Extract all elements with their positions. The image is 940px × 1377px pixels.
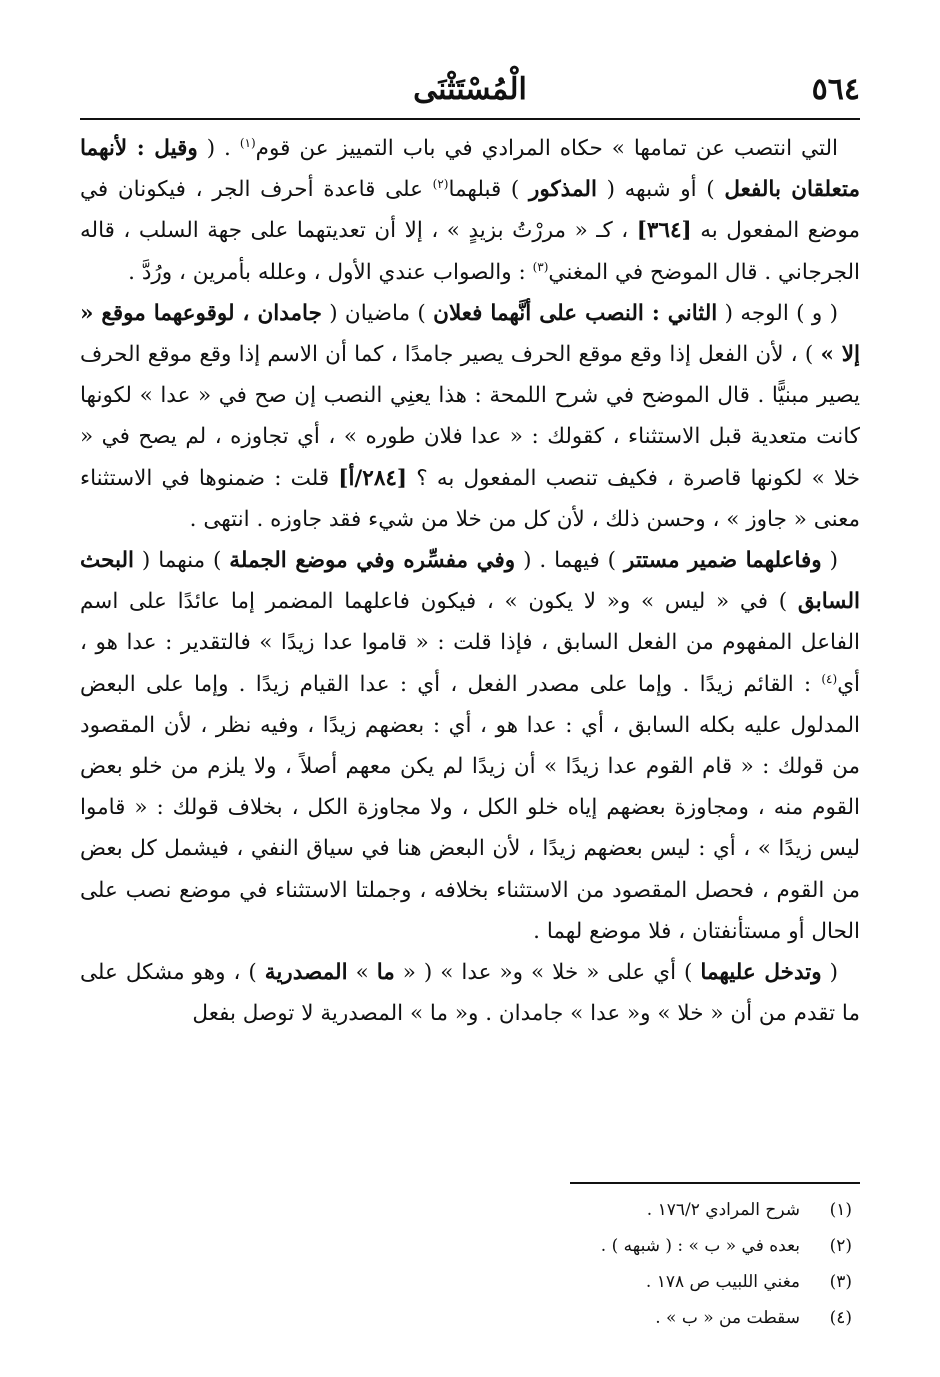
manuscript-ref: [٣٦٤]	[636, 218, 692, 244]
paragraph-2	[80, 293, 860, 540]
footnote-number: (٤)	[829, 1308, 852, 1328]
text-run: ) ، وهو مشكل على ما تقدم من أن « خلا » و« عدا » جامدان . و« ما » المصدرية لا توصل بفعل	[80, 960, 860, 1027]
text-run: قلت : ضمنوها في الاستثناء معنى « جاوز » ، وحسن ذلك ، لأن كل من خلا من شيء فقد جاوزه . انتهى .	[80, 465, 860, 532]
footnote-3	[80, 1264, 860, 1300]
header-rule	[80, 118, 860, 120]
footnote-2	[80, 1228, 860, 1264]
bold-phrase: البحث السابق	[80, 548, 860, 615]
bold-phrase: المذكور	[528, 177, 597, 203]
text-run: ) ، لأن الفعل إذا وقع موقع الحرف يصير جامدًا ، كما أن الاسم إذا وقع موقع الحرف يصير مبنيًّا . قال الموضح في شرح اللمحة : هذا يعنِي النصب إن صح في « عدا » لكونها كانت متعدية قبل الاستثناء ، كقولك : « عدا فلان طوره » ، أي تجاوزه ، لم يصح في « خلا » لكونها قاصرة ، فكيف تنصب المفعول به ؟	[80, 342, 861, 491]
footnote-ref: (٢)	[432, 177, 449, 192]
paragraph-3	[80, 540, 860, 952]
footnote-text: مغني اللبيب ص ١٧٨ .	[645, 1272, 800, 1292]
text-run: ) فيهما . (	[515, 548, 624, 574]
footnote-4	[80, 1300, 860, 1336]
main-text	[80, 128, 860, 1034]
bold-phrase: المصدرية	[264, 960, 348, 986]
bold-phrase: ما	[376, 960, 395, 986]
footnotes	[80, 1192, 860, 1336]
manuscript-ref: [٢٨٤/أ]	[338, 465, 408, 491]
running-title: الْمُسْتَثْنَى	[413, 72, 527, 107]
footnote-1	[80, 1192, 860, 1228]
footnote-text: بعده في « ب » : ( شبهه ) .	[600, 1236, 800, 1256]
text-run: (	[821, 960, 838, 986]
text-run: : والصواب عندي الأول ، وعلله بأمرين ، ورُدَّ .	[128, 259, 533, 285]
text-run: على قاعدة أحرف الجر ، فيكونان في موضع المفعول به	[80, 177, 860, 244]
text-run: . (	[197, 136, 240, 161]
bold-phrase: وتدخل عليهما	[700, 960, 822, 986]
footnote-rule	[570, 1182, 860, 1184]
footnote-number: (٢)	[829, 1236, 852, 1256]
bold-phrase: وقيل : لأنهما متعلقان بالفعل	[80, 136, 860, 203]
footnote-number: (١)	[829, 1200, 852, 1220]
page-number: ٥٦٤	[811, 72, 860, 107]
text-run: ) منهما (	[134, 548, 230, 574]
text-run: ) في « ليس » و« لا يكون » ، فيكون فاعلهما المضمر إما عائدًا على اسم الفاعل المفهوم من الفعل السابق ، فإذا قلت : « قاموا عدا زيدًا » فالتقدير : عدا هو ، أي	[80, 589, 860, 697]
text-run: ) أو شبهه (	[596, 177, 725, 203]
bold-phrase: الثاني : النصب على أنَّهما فعلان	[433, 300, 718, 326]
text-run: ) ماضيان (	[321, 300, 434, 326]
footnote-ref: (٣)	[532, 259, 549, 274]
bold-phrase: وفاعلهما ضمير مستتر	[623, 548, 822, 574]
text-run: ) أي على « خلا » و« عدا » ( «	[394, 960, 701, 986]
bold-phrase: وفي مفسِّره وفي موضع الجملة	[229, 548, 516, 574]
footnote-number: (٣)	[829, 1272, 852, 1292]
text-run: التي انتصب عن تمامها » حكاه المرادي في باب التمييز عن قوم	[255, 136, 838, 161]
footnote-ref: (١)	[239, 135, 256, 150]
text-run: »	[347, 960, 377, 986]
text-run: ( و ) الوجه (	[717, 300, 838, 326]
page-header	[80, 70, 860, 116]
text-run: ) قبلهما	[448, 177, 529, 203]
text-run: : القائم زيدًا . وإما على مصدر الفعل ، أي : عدا القيام زيدًا . وإما على البعض المدلول عليه بكله السابق ، أي : عدا هو ، أي : بعضهم زيدًا ، وفيه نظر ، لأن المقصود من قولك : « قام القوم عدا زيدًا » أن زيدًا لم يكن معهم أصلاً ، ولا يلزم من خلو بعض القوم منه ، ومجاوزة بعضهم إياه خلو الكل ، ولا مجاوزة الكل ، بخلاف قولك : « قاموا ليس زيدًا » ، أي : ليس بعضهم زيدًا ، لأن البعض هنا في سياق النفي ، فيشمل كل بعض من القوم ، فحصل المقصود من الاستثناء بخلافه ، وجملتا الاستثناء في موضع نصب على الحال أو مستأنفتان ، فلا موضع لهما .	[80, 671, 860, 944]
footnote-ref: (٤)	[821, 671, 838, 686]
paragraph-1	[80, 128, 860, 293]
text-run: ، كـ « مررْتُ بزيدٍ » ، إلا أن تعديتهما على جهة السلب ، قاله الجرجاني . قال الموضح في المغني	[80, 218, 860, 285]
footnote-text: سقطت من « ب » .	[655, 1308, 800, 1328]
footnote-text: شرح المرادي ١٧٦/٢ .	[646, 1200, 800, 1220]
text-run: (	[821, 548, 838, 574]
paragraph-4	[80, 952, 860, 1034]
bold-phrase: جامدان ، لوقوعهما موقع « إلا »	[80, 300, 860, 368]
